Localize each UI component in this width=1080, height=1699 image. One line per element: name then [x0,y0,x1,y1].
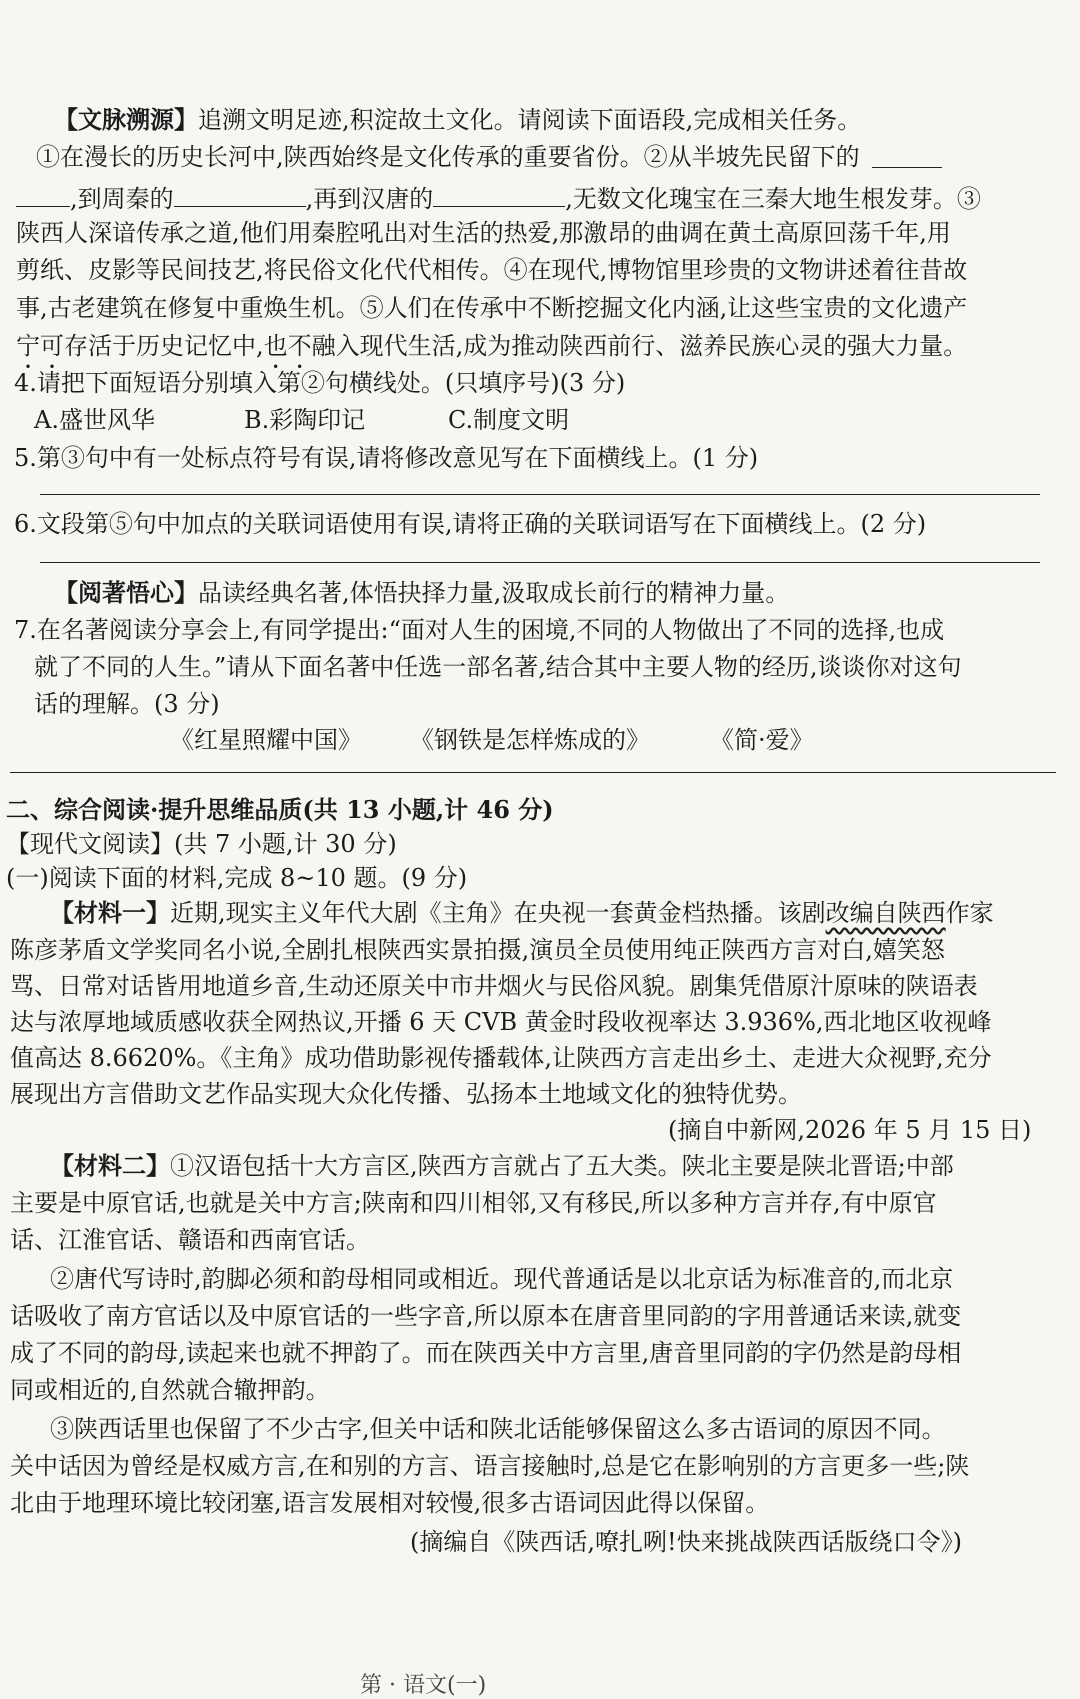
section-header-wenmai [54,104,861,136]
dotted-conjunction-1: 宁可 [16,332,64,360]
question-6: 6.文段第⑤句中加点的关联词语使用有误,请将正确的关联词语写在下面横线上。(2 分) [14,510,927,538]
question-5: 5.第③句中有一处标点符号有误,请将修改意见写在下面横线上。(1 分) [14,444,759,472]
material-line: 北由于地理环境比较闭塞,语言发展相对较慢,很多古语词因此得以保留。 [10,1489,770,1517]
dotted-conjunction-2: 也不 [263,332,312,360]
material-line: ②唐代写诗时,韵脚必须和韵母相同或相近。现代普通话是以北京话为标准音的,而北京 [50,1265,954,1293]
section-intro: 品读经典名著,体悟抉择力量,汲取成长前行的精神力量。 [198,579,790,607]
section-intro: 追溯文明足迹,积淀故土文化。请阅读下面语段,完成相关任务。 [198,106,862,134]
wavy-underlined-text: 改编自陕西 [825,899,946,927]
paragraph-line: 事,古老建筑在修复中重焕生机。⑤人们在传承中不断挖掘文化内涵,让这些宝贵的文化遗产 [16,294,968,322]
paragraph-line: ①在漫长的历史长河中,陕西始终是文化传承的重要省份。②从半坡先民留下的 [36,143,860,171]
material-source: (摘自中新网,2026 年 5 月 15 日) [668,1116,1032,1144]
text-fragment: ①汉语包括十大方言区,陕西方言就占了五大类。陕北主要是陕北晋语;中部 [170,1152,954,1180]
answer-line-q7[interactable] [10,772,1056,773]
text-fragment: 融入现代生活,成为推动陕西前行、滋养民族心灵的强大力量。 [311,332,968,360]
material-line: 骂、日常对话皆用地道乡音,生动还原关中市井烟火与民俗风貌。剧集凭借原汁原味的陕语表 [10,972,978,1000]
question-7-line-2: 就了不同的人生。”请从下面名著中任选一部名著,结合其中主要人物的经历,谈谈你对这句 [34,653,962,681]
question-4: 4.请把下面短语分别填入第②句横线处。(只填序号)(3 分) [14,369,626,397]
material-line: 同或相近的,自然就合辙押韵。 [10,1376,330,1404]
material-label: 【材料二】 [50,1151,170,1180]
material-line: 达与浓厚地域质感收获全网热议,开播 6 天 CVB 黄金时段收视率达 3.936%,西北地区收视峰 [10,1008,992,1036]
paragraph-line: 陕西人深谙传承之道,他们用秦腔吼出对生活的热爱,那激昂的曲调在黄土高原回荡千年,用 [16,219,951,247]
fill-blank-2[interactable] [174,180,306,207]
material-line: 值高达 8.6620%。《主角》成功借助影视传播载体,让陕西方言走出乡土、走进大众视野,充分 [10,1044,992,1072]
paragraph-line-2 [16,180,981,215]
option-c: C.制度文明 [448,406,570,434]
text-fragment: ,再到汉唐的 [305,185,434,213]
answer-line-q5[interactable] [40,494,1040,495]
section-bracket: 【文脉溯源】 [54,105,198,134]
text-fragment: ,到周秦的 [70,185,174,213]
fill-blank-3[interactable] [433,180,565,207]
material-line: 关中话因为曾经是权威方言,在和别的方言、语言接触时,总是它在影响别的方言更多一些;陕 [10,1452,970,1480]
book-title: 《红星照耀中国》 [170,726,362,754]
material-line: 展现出方言借助文艺作品实现大众化传播、弘扬本土地域文化的独特优势。 [10,1080,802,1108]
book-title: 《简·爱》 [710,726,814,754]
section-bracket: 【阅著悟心】 [54,578,198,607]
material-2-line-1 [50,1150,954,1182]
material-line: 陈彦茅盾文学奖同名小说,全剧扎根陕西实景拍摄,演员全员使用纯正陕西方言对白,嬉笑怒 [10,936,945,964]
group-instruction: (一)阅读下面的材料,完成 8~10 题。(9 分) [6,864,468,892]
material-line: 主要是中原官话,也就是关中方言;陕南和四川相邻,又有移民,所以多种方言并存,有中原官 [10,1189,937,1217]
material-1-line-1 [50,897,994,929]
part-title: 二、综合阅读·提升思维品质(共 13 小题,计 46 分) [6,795,554,824]
paragraph-line: 剪纸、皮影等民间技艺,将民俗文化代代相传。④在现代,博物馆里珍贵的文物讲述着往昔故 [16,256,968,284]
material-line: 话吸收了南方官话以及中原官话的一些字音,所以原本在唐音里同韵的字用普通话来读,就变 [10,1302,962,1330]
fill-blank-1b[interactable] [16,180,70,207]
material-line: 成了不同的韵母,读起来也就不押韵了。而在陕西关中方言里,唐音里同韵的字仍然是韵母相 [10,1339,962,1367]
material-label: 【材料一】 [50,898,170,927]
subsection-title: 【现代文阅读】(共 7 小题,计 30 分) [6,830,397,858]
material-line: ③陕西话里也保留了不少古字,但关中话和陕北话能够保留这么多古语词的原因不同。 [50,1415,946,1443]
option-b: B.彩陶印记 [244,406,366,434]
text-fragment: 作家 [945,899,994,927]
material-line: 话、江淮官话、赣语和西南官话。 [10,1226,370,1254]
question-7-line-3: 话的理解。(3 分) [34,690,220,718]
text-fragment: ,无数文化瑰宝在三秦大地生根发芽。③ [565,185,981,213]
option-a: A.盛世风华 [34,406,155,434]
section-header-yuezhu [54,577,789,609]
answer-line-q6[interactable] [40,562,1040,563]
question-7-line-1: 7.在名著阅读分享会上,有同学提出:“面对人生的困境,不同的人物做出了不同的选择,也成 [14,616,945,644]
fill-blank-1[interactable] [872,141,942,168]
page-footer: 第 · 语文(一) [360,1673,487,1698]
text-fragment: 近期,现实主义年代大剧《主角》在央视一套黄金档热播。该剧 [170,899,826,927]
book-title: 《钢铁是怎样炼成的》 [410,726,650,754]
text-fragment: 存活于历史记忆中, [64,332,264,360]
material-source: (摘编自《陕西话,嘹扎咧!快来挑战陕西话版绕口令》) [410,1528,962,1556]
